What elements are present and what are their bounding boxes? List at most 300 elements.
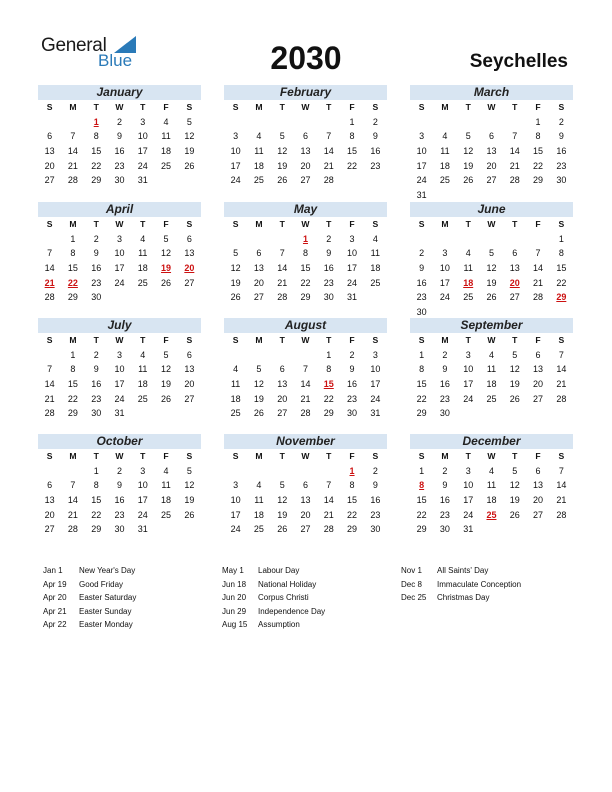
day-cell: 10 — [439, 263, 450, 274]
week-row — [38, 232, 201, 247]
day-cell: 30 — [114, 524, 125, 535]
day-cell: 14 — [277, 263, 288, 274]
weekday-label: S — [232, 335, 239, 346]
weekday-label: W — [115, 102, 124, 113]
day-cell: 16 — [439, 495, 450, 506]
day-cell: 11 — [230, 379, 241, 390]
day-cell: 10 — [230, 495, 241, 506]
day-cell: 16 — [91, 379, 102, 390]
day-cell: 25 — [463, 292, 474, 303]
day-cell: 12 — [161, 248, 172, 259]
day-cell: 28 — [556, 393, 567, 404]
day-cell: 8 — [535, 131, 541, 142]
day-cell: 21 — [277, 277, 288, 288]
day-cell: 29 — [91, 524, 102, 535]
holiday-name: All Saints' Day — [437, 566, 489, 575]
day-cell: 24 — [370, 393, 381, 404]
week-row — [38, 406, 201, 421]
month-name: May — [224, 202, 387, 217]
weekday-label: W — [487, 102, 496, 113]
day-cell: 1 — [419, 465, 425, 476]
day-cell: 26 — [277, 524, 288, 535]
holiday-date: Jun 18 — [222, 579, 247, 589]
day-cell: 4 — [163, 465, 169, 476]
day-cell: 15 — [91, 495, 102, 506]
day-cell: 14 — [67, 495, 78, 506]
weekday-label: F — [535, 335, 541, 346]
weekday-header — [224, 100, 387, 115]
day-cell: 30 — [91, 292, 102, 303]
day-cell: 27 — [44, 175, 55, 186]
weekday-label: M — [255, 451, 263, 462]
day-cell: 13 — [509, 263, 520, 274]
weekday-label: F — [349, 219, 355, 230]
weekday-label: T — [326, 451, 332, 462]
day-cell: 8 — [419, 364, 425, 375]
week-row — [38, 377, 201, 392]
holiday-item — [222, 620, 325, 634]
day-cell: 27 — [486, 175, 497, 186]
weekday-label: T — [512, 102, 518, 113]
day-cell: 26 — [184, 509, 195, 520]
day-cell: 18 — [137, 263, 148, 274]
day-cell: 2 — [372, 465, 378, 476]
holiday-item — [401, 580, 521, 594]
day-cell: 28 — [67, 524, 78, 535]
day-cell: 17 — [463, 379, 474, 390]
month-name: December — [410, 434, 573, 449]
week-row — [224, 232, 387, 247]
day-cell: 27 — [533, 509, 544, 520]
day-cell: 9 — [372, 480, 378, 491]
day-cell: 19 — [509, 495, 520, 506]
day-cell: 17 — [114, 379, 125, 390]
day-cell: 5 — [465, 131, 471, 142]
day-cell: 5 — [233, 248, 239, 259]
day-cell: 18 — [161, 146, 172, 157]
day-cell: 30 — [347, 408, 358, 419]
day-cell: 2 — [558, 116, 564, 127]
day-cell: 29 — [67, 408, 78, 419]
weekday-label: W — [487, 219, 496, 230]
day-cell: 21 — [67, 509, 78, 520]
day-cell: 19 — [184, 146, 195, 157]
day-cell: 16 — [114, 146, 125, 157]
logo — [41, 35, 141, 71]
weekday-header — [38, 333, 201, 348]
day-cell: 20 — [486, 160, 497, 171]
month-name: September — [410, 318, 573, 333]
day-cell: 26 — [253, 408, 264, 419]
holiday-date: Apr 22 — [43, 620, 67, 629]
day-cell: 21 — [44, 393, 55, 404]
day-cell: 23 — [370, 160, 381, 171]
day-cell: 28 — [44, 292, 55, 303]
holiday-name: Assumption — [258, 620, 300, 629]
day-cell: 18 — [137, 379, 148, 390]
day-cell: 17 — [463, 495, 474, 506]
month-0 — [38, 85, 201, 188]
day-cell: 17 — [439, 277, 450, 288]
day-cell: 12 — [486, 263, 497, 274]
day-cell: 26 — [509, 509, 520, 520]
day-cell: 2 — [116, 116, 122, 127]
day-cell: 26 — [486, 292, 497, 303]
week-row — [410, 115, 573, 130]
day-cell: 19 — [463, 160, 474, 171]
day-cell: 13 — [44, 495, 55, 506]
day-cell: 17 — [347, 263, 358, 274]
weekday-label: S — [232, 102, 239, 113]
day-cell: 2 — [442, 349, 448, 360]
day-cell: 30 — [91, 408, 102, 419]
day-cell: 17 — [416, 160, 427, 171]
week-row — [38, 129, 201, 144]
week-row — [224, 377, 387, 392]
day-cell: 11 — [161, 480, 171, 491]
day-cell: 7 — [279, 248, 285, 259]
day-cell: 20 — [253, 277, 264, 288]
week-row — [410, 348, 573, 363]
day-cell: 15 — [300, 263, 311, 274]
day-cell: 3 — [419, 131, 425, 142]
day-cell: 18 — [486, 495, 497, 506]
month-name: April — [38, 202, 201, 217]
weekday-header — [38, 449, 201, 464]
day-cell: 14 — [300, 379, 311, 390]
week-row — [224, 478, 387, 493]
day-cell: 6 — [47, 480, 53, 491]
day-cell: 31 — [137, 175, 148, 186]
day-cell: 24 — [137, 509, 148, 520]
day-cell: 25 — [161, 509, 172, 520]
month-name: January — [38, 85, 201, 100]
month-5 — [410, 202, 573, 319]
week-row — [38, 115, 201, 130]
weekday-header — [224, 217, 387, 232]
day-cell: 12 — [230, 263, 241, 274]
weekday-label: T — [465, 102, 471, 113]
day-cell: 25 — [370, 277, 381, 288]
weekday-label: F — [349, 335, 355, 346]
day-cell: 25 — [137, 277, 148, 288]
day-cell: 14 — [556, 480, 567, 491]
day-cell: 11 — [463, 263, 473, 274]
day-cell: 5 — [279, 131, 285, 142]
week-row — [410, 173, 573, 188]
day-cell: 9 — [349, 364, 355, 375]
day-cell: 26 — [230, 292, 241, 303]
day-cell: 5 — [186, 465, 192, 476]
day-cell: 29 — [67, 292, 78, 303]
week-row — [410, 406, 573, 421]
day-cell: 16 — [323, 263, 334, 274]
day-cell: 24 — [137, 160, 148, 171]
day-cell: 30 — [114, 175, 125, 186]
month-3 — [38, 202, 201, 305]
day-cell: 19 — [277, 509, 288, 520]
week-row — [224, 115, 387, 130]
day-cell: 9 — [372, 131, 378, 142]
week-row — [410, 391, 573, 406]
day-cell: 7 — [535, 248, 541, 259]
month-name: August — [224, 318, 387, 333]
day-cell: 2 — [93, 233, 99, 244]
day-cell: 27 — [184, 277, 195, 288]
day-cell: 7 — [47, 364, 53, 375]
day-cell: 7 — [326, 480, 332, 491]
day-cell: 20 — [509, 277, 520, 288]
day-cell: 1 — [93, 116, 99, 127]
day-cell: 28 — [509, 175, 520, 186]
month-9 — [38, 434, 201, 537]
day-cell: 23 — [91, 393, 102, 404]
month-8 — [410, 318, 573, 421]
day-cell: 6 — [535, 349, 541, 360]
day-cell: 4 — [140, 233, 146, 244]
day-cell: 10 — [230, 146, 241, 157]
day-cell: 6 — [47, 131, 53, 142]
week-row — [410, 144, 573, 159]
weekday-label: T — [465, 335, 471, 346]
day-cell: 8 — [93, 480, 99, 491]
day-cell: 28 — [44, 408, 55, 419]
week-row — [38, 522, 201, 537]
week-row — [410, 464, 573, 479]
weekday-label: W — [487, 451, 496, 462]
weekday-label: S — [372, 102, 379, 113]
weekday-label: F — [535, 219, 541, 230]
day-cell: 1 — [558, 233, 564, 244]
day-cell: 30 — [439, 408, 450, 419]
holiday-date: Jun 29 — [222, 606, 247, 616]
day-cell: 10 — [416, 146, 427, 157]
day-cell: 10 — [114, 364, 125, 375]
day-cell: 25 — [137, 393, 148, 404]
weekday-label: T — [326, 335, 332, 346]
weekday-label: S — [558, 335, 565, 346]
week-row — [224, 522, 387, 537]
weekday-label: T — [279, 451, 285, 462]
day-cell: 21 — [509, 160, 520, 171]
day-cell: 22 — [91, 160, 102, 171]
weekday-label: S — [558, 219, 565, 230]
day-cell: 8 — [70, 364, 76, 375]
day-cell: 1 — [70, 233, 76, 244]
day-cell: 8 — [558, 248, 564, 259]
day-cell: 14 — [323, 146, 334, 157]
month-10 — [224, 434, 387, 537]
day-cell: 8 — [302, 248, 308, 259]
weekday-label: S — [186, 451, 193, 462]
day-cell: 11 — [138, 364, 148, 375]
day-cell: 4 — [256, 480, 262, 491]
day-cell: 5 — [512, 465, 518, 476]
week-row — [224, 493, 387, 508]
day-cell: 3 — [140, 465, 146, 476]
day-cell: 29 — [556, 292, 567, 303]
day-cell: 21 — [323, 509, 334, 520]
day-cell: 2 — [419, 248, 425, 259]
day-cell: 29 — [300, 292, 311, 303]
day-cell: 29 — [347, 524, 358, 535]
day-cell: 16 — [114, 495, 125, 506]
day-cell: 21 — [533, 277, 544, 288]
weekday-label: F — [349, 102, 355, 113]
day-cell: 11 — [440, 146, 450, 157]
day-cell: 9 — [326, 248, 332, 259]
day-cell: 18 — [230, 393, 241, 404]
day-cell: 31 — [416, 189, 427, 200]
day-cell: 3 — [116, 233, 122, 244]
day-cell: 24 — [463, 393, 474, 404]
day-cell: 11 — [161, 131, 171, 142]
day-cell: 19 — [509, 379, 520, 390]
day-cell: 6 — [186, 233, 192, 244]
day-cell: 9 — [558, 131, 564, 142]
weekday-label: S — [46, 335, 53, 346]
day-cell: 27 — [277, 408, 288, 419]
day-cell: 29 — [91, 175, 102, 186]
day-cell: 15 — [91, 146, 102, 157]
day-cell: 2 — [116, 465, 122, 476]
day-cell: 15 — [67, 263, 78, 274]
weekday-label: F — [163, 102, 169, 113]
day-cell: 31 — [114, 408, 125, 419]
day-cell: 28 — [323, 524, 334, 535]
week-row — [38, 362, 201, 377]
week-row — [224, 290, 387, 305]
week-row — [224, 275, 387, 290]
holiday-name: Good Friday — [79, 579, 124, 589]
weekday-label: T — [465, 451, 471, 462]
holiday-date: Dec 8 — [401, 579, 422, 589]
day-cell: 3 — [233, 131, 239, 142]
weekday-label: T — [140, 219, 146, 230]
day-cell: 27 — [300, 175, 311, 186]
day-cell: 8 — [349, 480, 355, 491]
day-cell: 2 — [372, 116, 378, 127]
holiday-item — [401, 566, 521, 580]
day-cell: 18 — [161, 495, 172, 506]
week-row — [410, 377, 573, 392]
holiday-date: Dec 25 — [401, 593, 427, 602]
month-name: June — [410, 202, 573, 217]
day-cell: 18 — [486, 379, 497, 390]
day-cell: 31 — [137, 524, 148, 535]
day-cell: 27 — [253, 292, 264, 303]
day-cell: 5 — [186, 116, 192, 127]
day-cell: 18 — [253, 509, 264, 520]
holiday-date: Apr 21 — [43, 606, 67, 616]
month-name: October — [38, 434, 201, 449]
day-cell: 23 — [347, 393, 358, 404]
week-row — [38, 246, 201, 261]
day-cell: 16 — [439, 379, 450, 390]
day-cell: 6 — [256, 248, 262, 259]
day-cell: 10 — [137, 131, 148, 142]
day-cell: 23 — [114, 509, 125, 520]
day-cell: 5 — [512, 349, 518, 360]
weekday-header — [38, 217, 201, 232]
day-cell: 21 — [556, 379, 567, 390]
day-cell: 20 — [300, 509, 311, 520]
week-row — [410, 305, 573, 320]
day-cell: 17 — [230, 160, 241, 171]
week-row — [38, 261, 201, 276]
holiday-column — [401, 566, 521, 607]
holiday-date: Aug 15 — [222, 620, 248, 629]
day-cell: 20 — [44, 160, 55, 171]
day-cell: 6 — [535, 465, 541, 476]
day-cell: 31 — [463, 524, 474, 535]
day-cell: 15 — [323, 379, 334, 390]
day-cell: 8 — [326, 364, 332, 375]
weekday-label: M — [441, 102, 449, 113]
day-cell: 7 — [558, 349, 564, 360]
week-row — [224, 507, 387, 522]
day-cell: 30 — [439, 524, 450, 535]
day-cell: 19 — [161, 263, 172, 274]
week-row — [224, 406, 387, 421]
day-cell: 24 — [463, 509, 474, 520]
weekday-label: F — [163, 219, 169, 230]
day-cell: 1 — [302, 233, 308, 244]
day-cell: 9 — [442, 480, 448, 491]
day-cell: 15 — [67, 379, 78, 390]
day-cell: 13 — [277, 379, 288, 390]
day-cell: 4 — [442, 131, 448, 142]
day-cell: 16 — [370, 146, 381, 157]
weekday-label: T — [326, 102, 332, 113]
week-row — [410, 188, 573, 203]
day-cell: 12 — [184, 480, 195, 491]
weekday-header — [410, 449, 573, 464]
day-cell: 5 — [279, 480, 285, 491]
week-row — [410, 232, 573, 247]
holiday-date: Nov 1 — [401, 566, 422, 575]
day-cell: 8 — [349, 131, 355, 142]
week-row — [38, 290, 201, 305]
month-4 — [224, 202, 387, 305]
month-name: November — [224, 434, 387, 449]
holiday-date: Apr 19 — [43, 579, 67, 589]
month-11 — [410, 434, 573, 537]
weekday-label: S — [46, 451, 53, 462]
weekday-label: S — [418, 451, 425, 462]
weekday-label: S — [372, 335, 379, 346]
weekday-label: T — [279, 219, 285, 230]
day-cell: 2 — [349, 349, 355, 360]
holiday-name: Easter Sunday — [79, 606, 132, 616]
day-cell: 30 — [416, 306, 427, 317]
day-cell: 23 — [439, 509, 450, 520]
day-cell: 17 — [370, 379, 381, 390]
weekday-label: S — [372, 219, 379, 230]
day-cell: 26 — [161, 393, 172, 404]
day-cell: 30 — [370, 524, 381, 535]
month-2 — [410, 85, 573, 202]
day-cell: 23 — [439, 393, 450, 404]
day-cell: 7 — [70, 480, 76, 491]
holiday-name: Labour Day — [258, 566, 300, 575]
day-cell: 9 — [442, 364, 448, 375]
weekday-label: T — [279, 335, 285, 346]
weekday-label: M — [441, 219, 449, 230]
day-cell: 13 — [184, 364, 195, 375]
week-row — [410, 362, 573, 377]
day-cell: 22 — [533, 160, 544, 171]
